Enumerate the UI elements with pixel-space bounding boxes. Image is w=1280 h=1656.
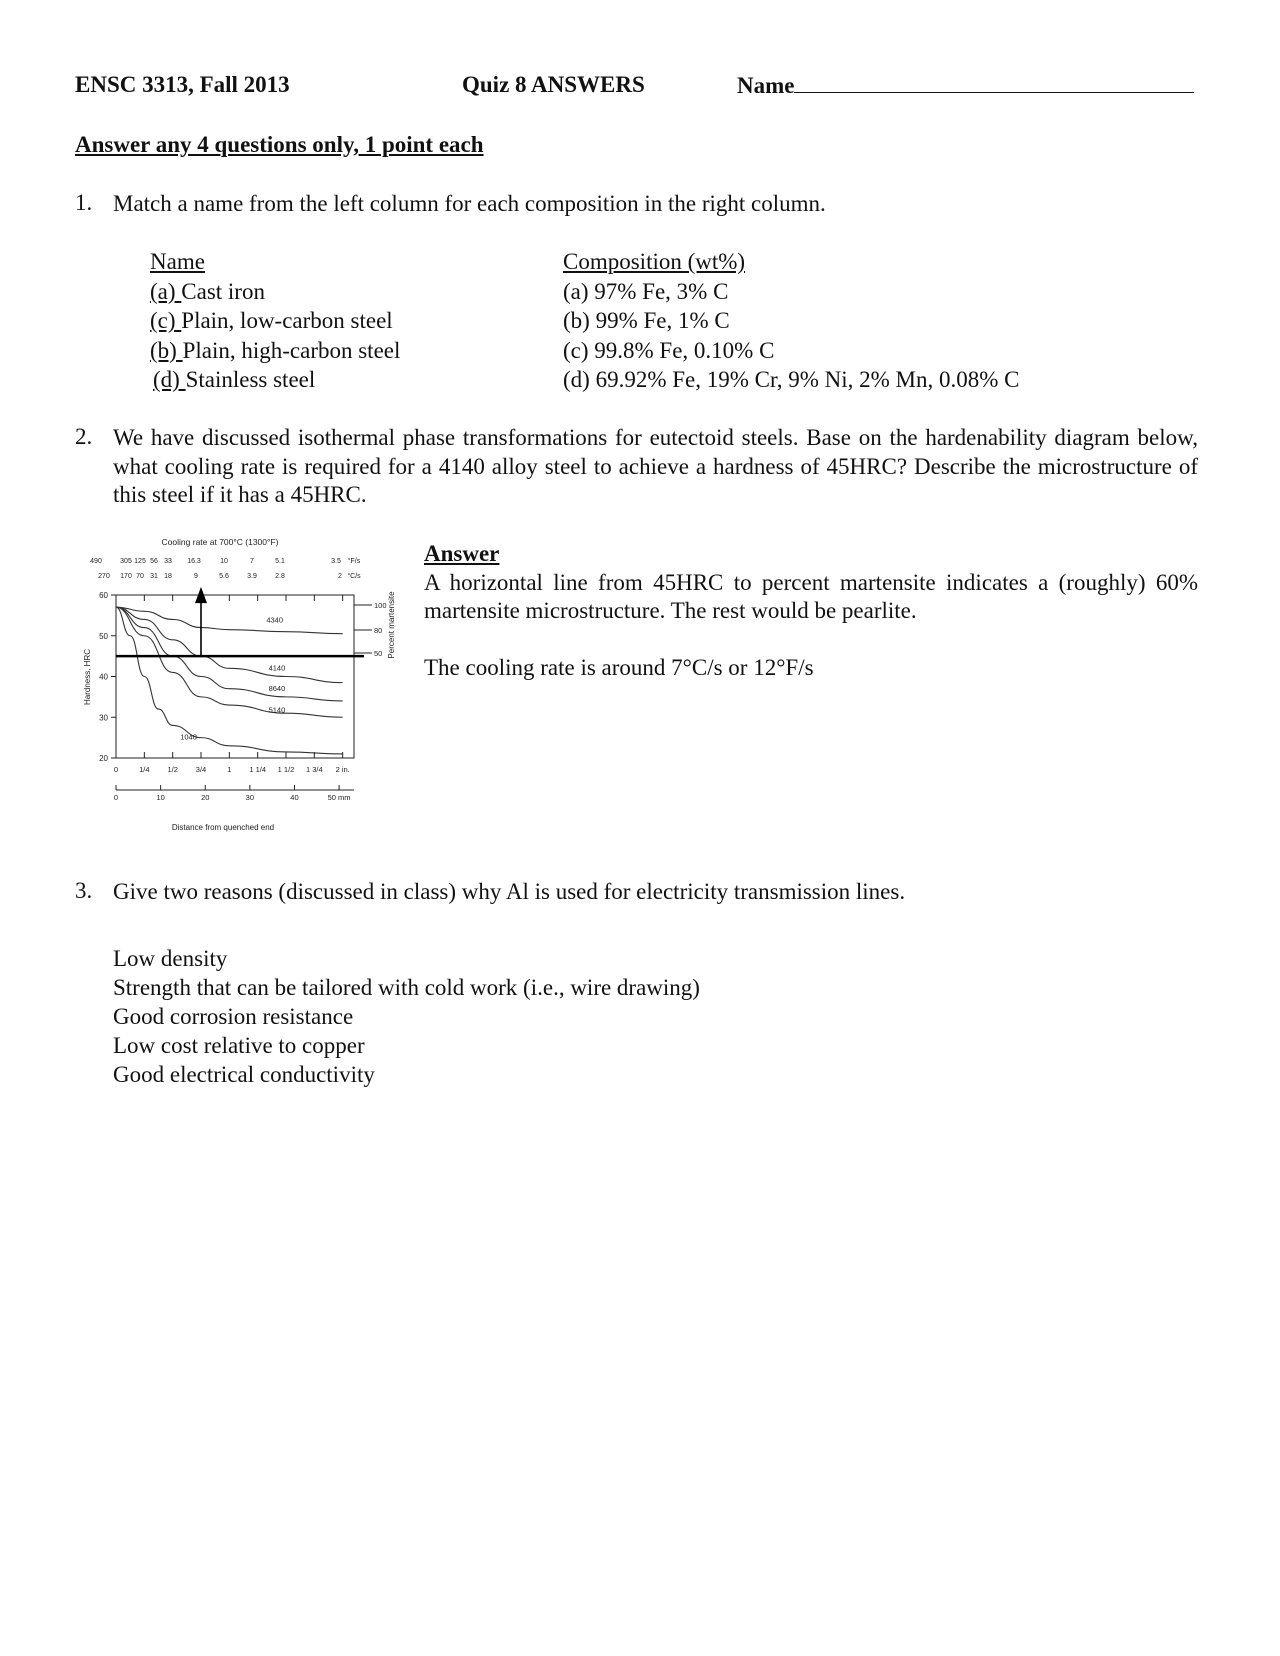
x-axis-label: Distance from quenched end: [171, 823, 275, 832]
top-c-tick-label: °C/s: [347, 573, 361, 580]
y-tick-label: 20: [99, 754, 108, 763]
q1-name-item: (c) Plain, low-carbon steel: [150, 308, 393, 333]
q1-composition-item: (b) 99% Fe, 1% C: [563, 308, 730, 333]
x-inch-tick-label: 1 1/4: [249, 765, 267, 774]
list-item: Low density: [113, 946, 228, 971]
q2-number: 2.: [75, 424, 93, 449]
top-c-tick-label: 2: [338, 573, 342, 580]
q1-composition-header: Composition (wt%): [563, 249, 746, 274]
x-mm-tick-label: 0: [113, 793, 119, 802]
x-inch-tick-label: 1: [227, 765, 232, 774]
x-mm-tick-label: 10: [156, 793, 165, 802]
q1-name-item: (d) Stainless steel: [153, 367, 316, 392]
list-item: Good electrical conductivity: [113, 1062, 375, 1087]
top-c-tick-label: 170: [120, 573, 132, 580]
quiz-title: Quiz 8 ANSWERS: [462, 72, 645, 97]
series-line-5140: [116, 607, 343, 717]
q1-composition-item: (a) 97% Fe, 3% C: [563, 278, 729, 304]
martensite-tick-label: 80: [374, 626, 383, 635]
list-item: Low cost relative to copper: [113, 1033, 365, 1058]
list-item: Strength that can be tailored with cold work (i.e., wire drawing): [113, 975, 700, 1000]
top-f-tick-label: 16.3: [187, 558, 201, 565]
martensite-tick-label: 100: [374, 601, 387, 610]
q3-number: 3.: [75, 878, 93, 903]
series-label: 8640: [268, 683, 286, 693]
y-axis-label: Hardness, HRC: [83, 648, 92, 706]
q1-name-item: (b) Plain, high-carbon steel: [150, 337, 401, 363]
y-tick-label: 60: [99, 591, 108, 600]
q2-text: We have discussed isothermal phase transformations for eutectoid steels. Base on the hardenability diagram below, what cooling rate is required for a 4140 alloy steel to achieve a hardness of 45HRC? Describe the microstructure of this steel if it has a 45HRC.: [113, 425, 1198, 507]
answer-paragraph-1: A horizontal line from 45HRC to percent martensite indicates a (roughly) 60% martensite microstructure. The rest would be pearlite.: [424, 569, 1198, 623]
series-label: 5140: [268, 705, 286, 715]
top-f-tick-label: 10: [220, 558, 228, 565]
q1-text: Match a name from the left column for each composition in the right column.: [113, 191, 826, 216]
q1-name-column: [150, 247, 400, 395]
q1-name-header: Name: [150, 249, 205, 274]
series-label: 4340: [266, 615, 284, 625]
top-f-tick-label: 490: [90, 558, 102, 565]
x-inch-tick-label: 1 1/2: [277, 765, 295, 774]
q1-name-item: (a) Cast iron: [150, 278, 265, 304]
list-item: Good corrosion resistance: [113, 1004, 354, 1029]
x-inch-tick-label: 2 in.: [335, 765, 350, 774]
top-c-tick-label: 70: [136, 573, 144, 580]
top-f-tick-label: °F/s: [347, 558, 361, 565]
top-c-tick-label: 2.8: [275, 573, 285, 580]
top-c-tick-label: 18: [164, 573, 172, 580]
x-mm-tick-label: 50 mm: [327, 793, 351, 802]
x-inch-tick-label: 0: [113, 765, 119, 774]
y-tick-label: 30: [99, 713, 108, 723]
q3-answer-list: [113, 944, 700, 1089]
x-inch-tick-label: 3/4: [195, 765, 207, 774]
series-label: 4140: [268, 663, 286, 673]
y-tick-label: 50: [99, 631, 108, 641]
top-f-tick-label: 305: [120, 558, 132, 565]
y-tick-label: 40: [99, 672, 108, 682]
name-line: [794, 72, 1194, 93]
x-inch-tick-label: 1/4: [139, 765, 150, 774]
series-line-4140: [116, 607, 343, 682]
series-label: 1040: [180, 732, 197, 742]
x-inch-tick-label: 1 3/4: [305, 765, 323, 774]
x-mm-tick-label: 40: [290, 793, 299, 802]
answer-paragraph-2: The cooling rate is around 7°C/s or 12°F/s: [424, 655, 814, 680]
instructions: Answer any 4 questions only, 1 point each: [75, 132, 484, 157]
top-f-tick-label: 56: [150, 558, 158, 565]
q3-text: Give two reasons (discussed in class) why Al is used for electricity transmission lines.: [113, 879, 906, 904]
top-f-tick-label: 5.1: [275, 558, 285, 565]
top-f-tick-label: 7: [250, 558, 254, 565]
course-title: ENSC 3313, Fall 2013: [75, 72, 290, 97]
martensite-tick-label: 50: [374, 649, 383, 658]
top-f-tick-label: 33: [164, 558, 172, 565]
plot-frame: [116, 595, 354, 758]
top-f-tick-label: 125: [134, 558, 146, 565]
top-c-tick-label: 3.9: [247, 573, 257, 580]
x-mm-tick-label: 20: [201, 793, 210, 802]
top-c-tick-label: 5.6: [219, 573, 229, 580]
answer-title: Answer: [424, 541, 500, 566]
x-inch-tick-label: 1/2: [167, 765, 178, 774]
y2-axis-label: Percent martensite: [387, 591, 396, 659]
top-f-tick-label: 3.5: [331, 558, 341, 565]
hardenability-chart: [78, 535, 408, 835]
top-c-tick-label: 9: [194, 573, 198, 580]
chart-title: Cooling rate at 700°C (1300°F): [161, 537, 279, 547]
q1-composition-column: [563, 247, 1020, 395]
top-c-tick-label: 31: [150, 573, 158, 580]
q1-number: 1.: [75, 190, 93, 215]
name-field: [737, 72, 1194, 99]
x-mm-tick-label: 30: [245, 793, 255, 802]
q2-answer: [424, 540, 1198, 683]
top-c-tick-label: 270: [98, 573, 110, 580]
name-label: Name: [737, 73, 795, 98]
q1-composition-item: (c) 99.8% Fe, 0.10% C: [563, 337, 775, 363]
q1-composition-item: (d) 69.92% Fe, 19% Cr, 9% Ni, 2% Mn, 0.08% C: [563, 367, 1020, 392]
